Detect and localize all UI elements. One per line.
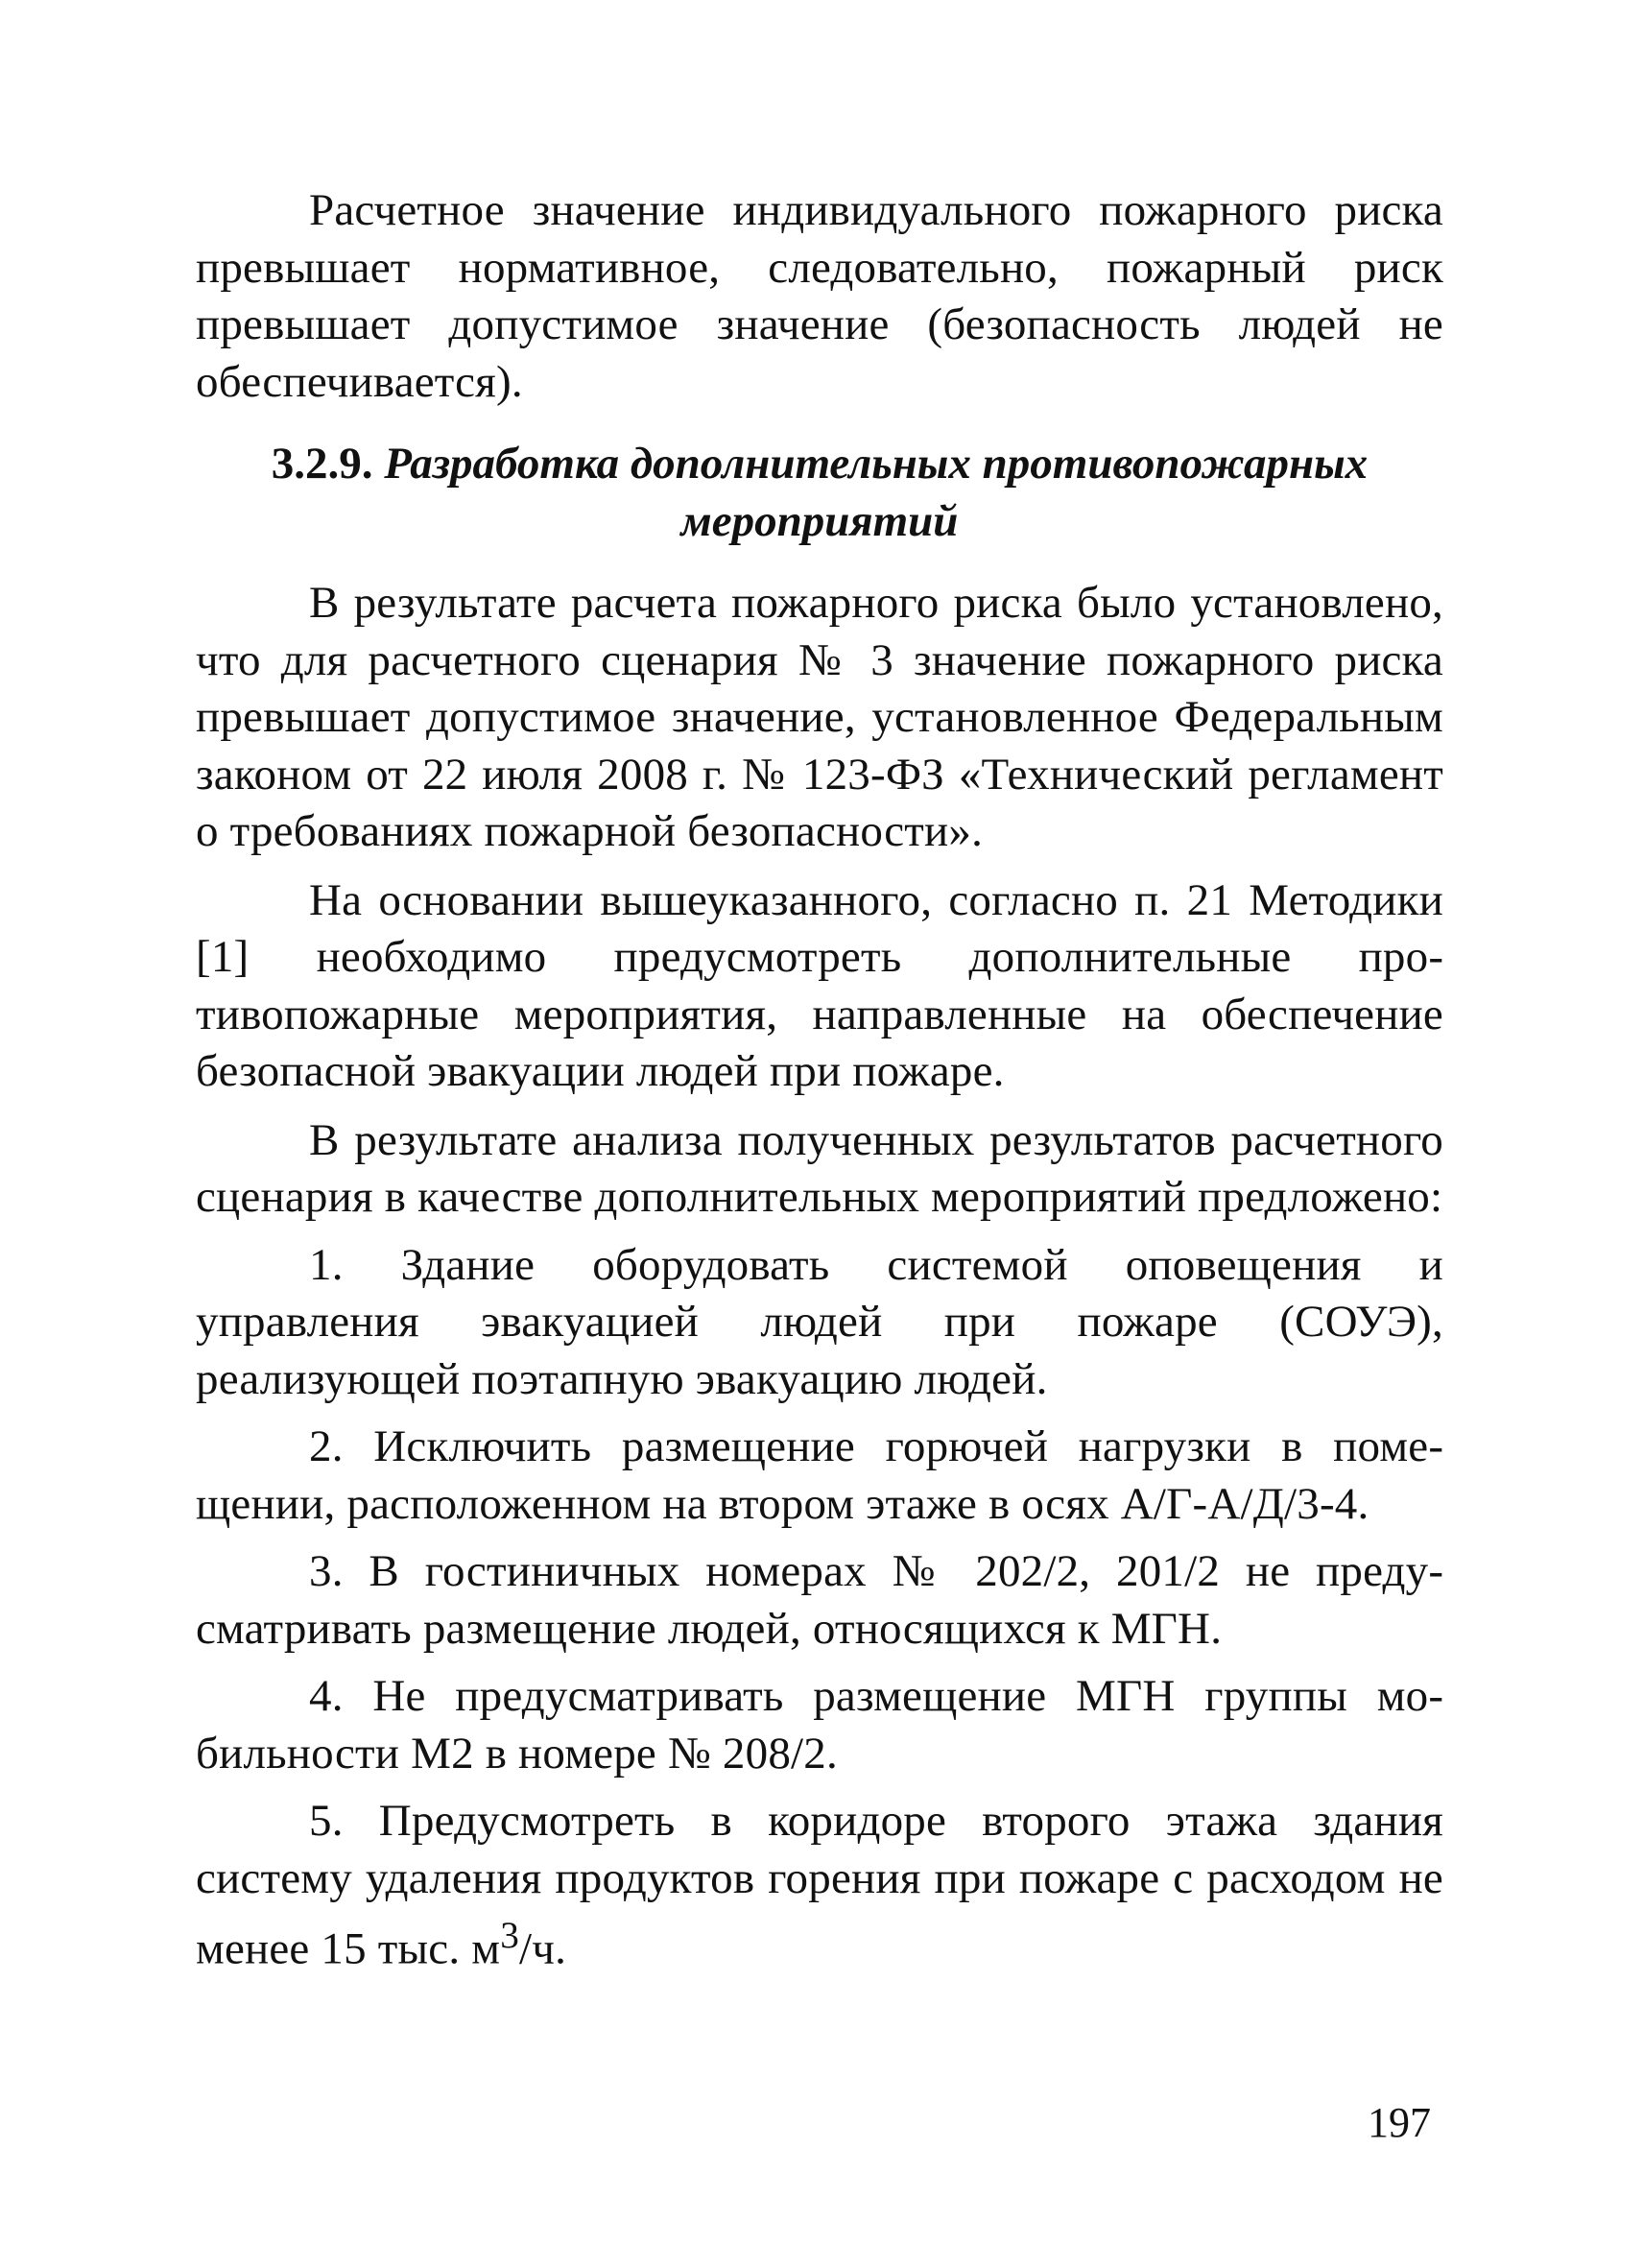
cubic-superscript: 3 [500,1915,519,1956]
page-body [196,182,1443,1978]
page-number: 197 [1368,2099,1431,2146]
paragraph-calculation-result: В результате расчета пожарного риска было установлено, что для расчетного сценария № 3 значение пожарного риска превышает допустимое значение, установленное Федеральным законом от 22 июля 2008 г. № 123-ФЗ «Технический регламент о требованиях пожарной безопасности». [196,578,1443,856]
section-title: Разработка дополнительных противопожарных мероприятий [384,439,1369,546]
paragraph-methodology-basis: На основании вышеуказанного, согласно п. 21 Методики [1] необходимо предусмотреть дополнительные противопожарные мероприятия, направленные на обеспечение безопасной эвакуации людей при пожаре. [196,874,1443,1096]
paragraph-risk-conclusion: Расчетное значение индивидуального пожарного риска превышает нормативное, следовательно, пожарный риск превышает допустимое значение (безопасность людей не обеспечивается). [196,185,1443,407]
section-number: 3.2.9. [271,439,373,489]
measure-item-1: 1. Здание оборудовать системой оповещения и управления эвакуацией людей при пожаре (СОУЭ), реализующей поэтапную эвакуацию людей. [196,1239,1443,1404]
measure-item-3: 3. В гостиничных номерах № 202/2, 201/2 не предусматривать размещение людей, относящихся к МГН. [196,1546,1443,1654]
section-heading [196,436,1443,550]
paragraph-analysis-intro: В результате анализа полученных результатов расчетного сценария в качестве дополнительных мероприятий предложено: [196,1114,1443,1222]
measure-item-5-unit: /ч. [518,1923,567,1974]
measure-item-4: 4. Не предусматривать размещение МГН группы мобильности М2 в номере № 208/2. [196,1671,1443,1779]
measure-item-5 [196,1793,1443,1978]
measure-item-2: 2. Исключить размещение горючей нагрузки в помещении, расположенном на втором этаже в осях А/Г-А/Д/3-4. [196,1421,1443,1529]
measure-item-5-text: 5. Предусмотреть в коридоре второго этажа здания систему удаления продуктов горения при пожаре с расходом не менее 15 тыс. м [196,1796,1443,1974]
